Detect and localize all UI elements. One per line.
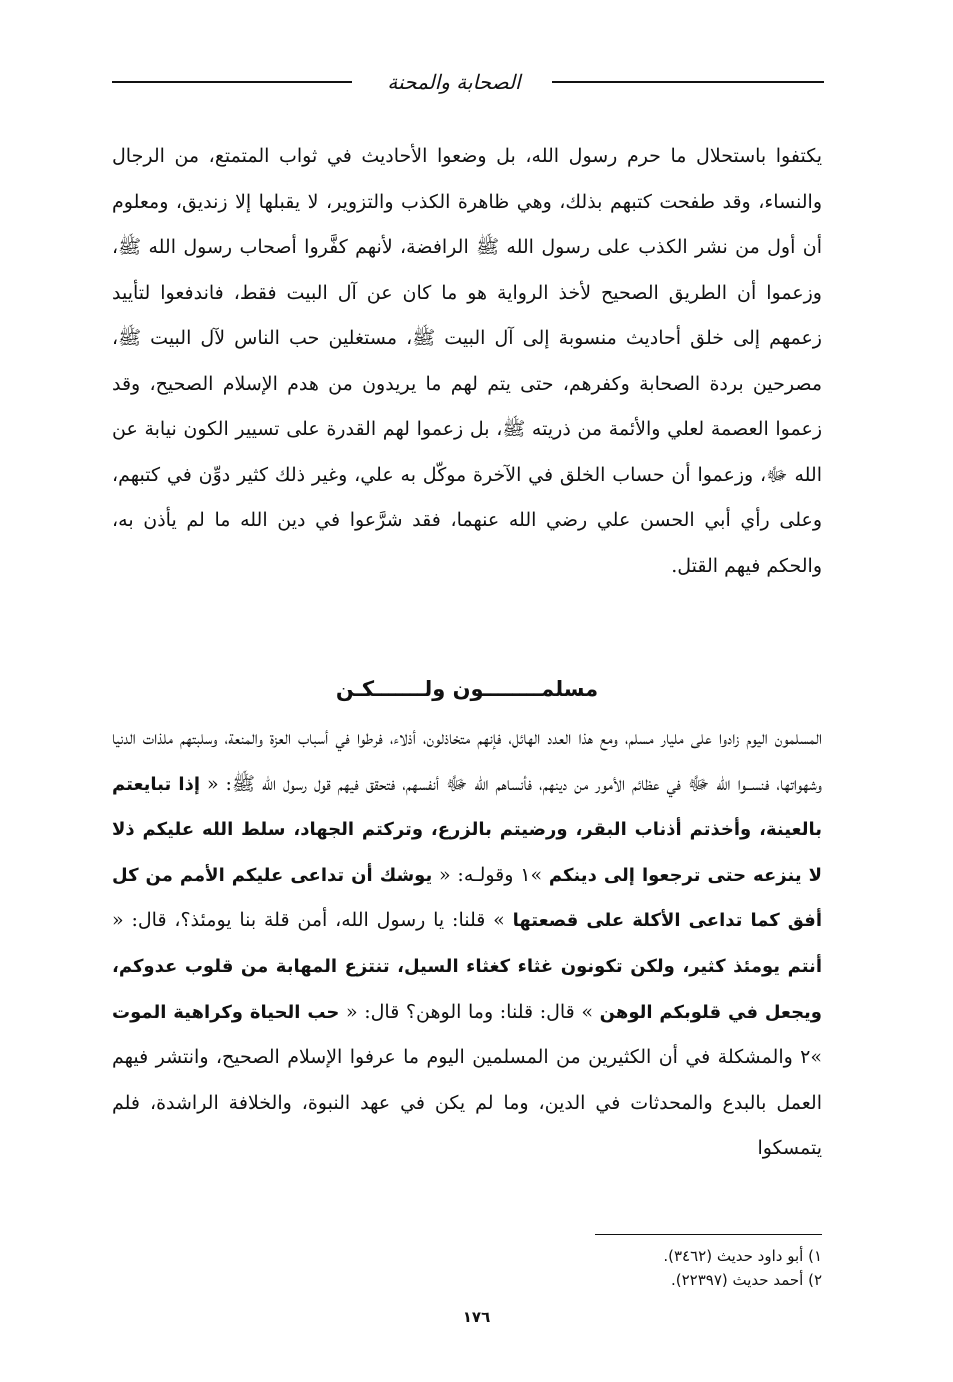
page-number: ١٧٦ [462, 1308, 491, 1326]
paragraph-text: المسلمون اليوم زادوا على مليار مسلم، ومع هذا العدد الهائل، فإنهم متخاذلون، أذلاء، فرطوا في أسباب العزة والمنعة، وسلبتهم ملذات الدنيا وشهواتها، فنســوا الله ﷻ في عظائم الأمور من دينهم، فأنساهم الله ﷻ أنفسهم، فتحقق فيهم قول رسول الله ﷺ: « [112, 727, 822, 795]
body-paragraph-2 [112, 716, 822, 1172]
footnote-1: ١) أبو داود حديث (٣٤٦٢). [663, 1247, 822, 1265]
paragraph-text: » قلنا: يا رسول الله، أمن قلة بنا يومئذ؟، قال: « [112, 909, 513, 932]
footnote-2: ٢) أحمد حديث (٢٢٣٩٧). [670, 1271, 822, 1289]
page-header [112, 64, 824, 104]
footnotes [420, 1244, 822, 1292]
hadith-quote-2: يوشك أن تداعى عليكم الأمم من كل أفق كما تداعى الأكلة على قصعتها [112, 864, 822, 932]
hadith-quote-4: حب الحياة وكراهية الموت [112, 1001, 340, 1023]
header-rule-left [112, 81, 352, 83]
book-title-logo: الصحابة والمحنة [387, 70, 521, 94]
paragraph-text: »١ وقولـه: « [432, 863, 549, 886]
footnote-divider [595, 1234, 822, 1235]
paragraph-text: » قال: قلنا: وما الوهن؟ قال: « [339, 1000, 600, 1023]
header-rule-right [552, 81, 824, 83]
section-heading: مسلمــــــــون ولـــــــكـن [335, 677, 599, 701]
hadith-quote-3: أنتم يومئذ كثير، ولكن تكونون غثاء كغثاء السيل، تنتزع المهابة من قلوب عدوكم، ويجعل في قلوبكم الوهن [112, 955, 822, 1023]
hadith-quote-1: إذا تبايعتم بالعينة، وأخذتم أذناب البقر، ورضيتم بالزرع، وتركتم الجهاد، سلط الله عليكم ذلا لا ينزعه حتى ترجعوا إلى دينكم [112, 773, 822, 886]
paragraph-text: »٢ والمشكلة في أن الكثيرين من المسلمين اليوم ما عرفوا الإسلام الصحيح، وانتشر فيهم العمل بالبدع والمحدثات في الدين، وما لم يكن في عهد النبوة، والخلافة الراشدة، فلم يتمسكوا [112, 1046, 822, 1160]
body-paragraph-1: يكتفوا باستحلال ما حرم رسول الله، بل وضعوا الأحاديث في ثواب المتمتع، من الرجال والنساء، وقد طفحت كتبهم بذلك، وهي ظاهرة الكذب والتزوير، لا يقبلها إلا زنديق، ومعلوم أن أول من نشر الكذب على رسول الله ﷺ الرافضة، لأنهم كفَّروا أصحاب رسول الله ﷺ، وزعموا أن الطريق الصحيح لأخذ الرواية هو ما كان عن آل البيت فقط، فاندفعوا لتأييد زعمهم إلى خلق أحاديث منسوبة إلى آل البيت ﷺ، مستغلين حب الناس لآل البيت ﷺ، مصرحين بردة الصحابة وكفرهم، حتى يتم لهم ما يريدون من هدم الإسلام الصحيح، وقد زعموا العصمة لعلي والأئمة من ذريته ﷺ، بل زعموا لهم القدرة على تسيير الكون نيابة عن الله ﷻ، وزعموا أن حساب الخلق في الآخرة موكّل به علي، وغير ذلك كثير دوِّن في كتبهم، وعلى رأي أبي الحسن علي رضي الله عنهما، فقد شرَّعوا في دين الله ما لم يأذن به، والحكم فيهم القتل. [112, 145, 822, 577]
